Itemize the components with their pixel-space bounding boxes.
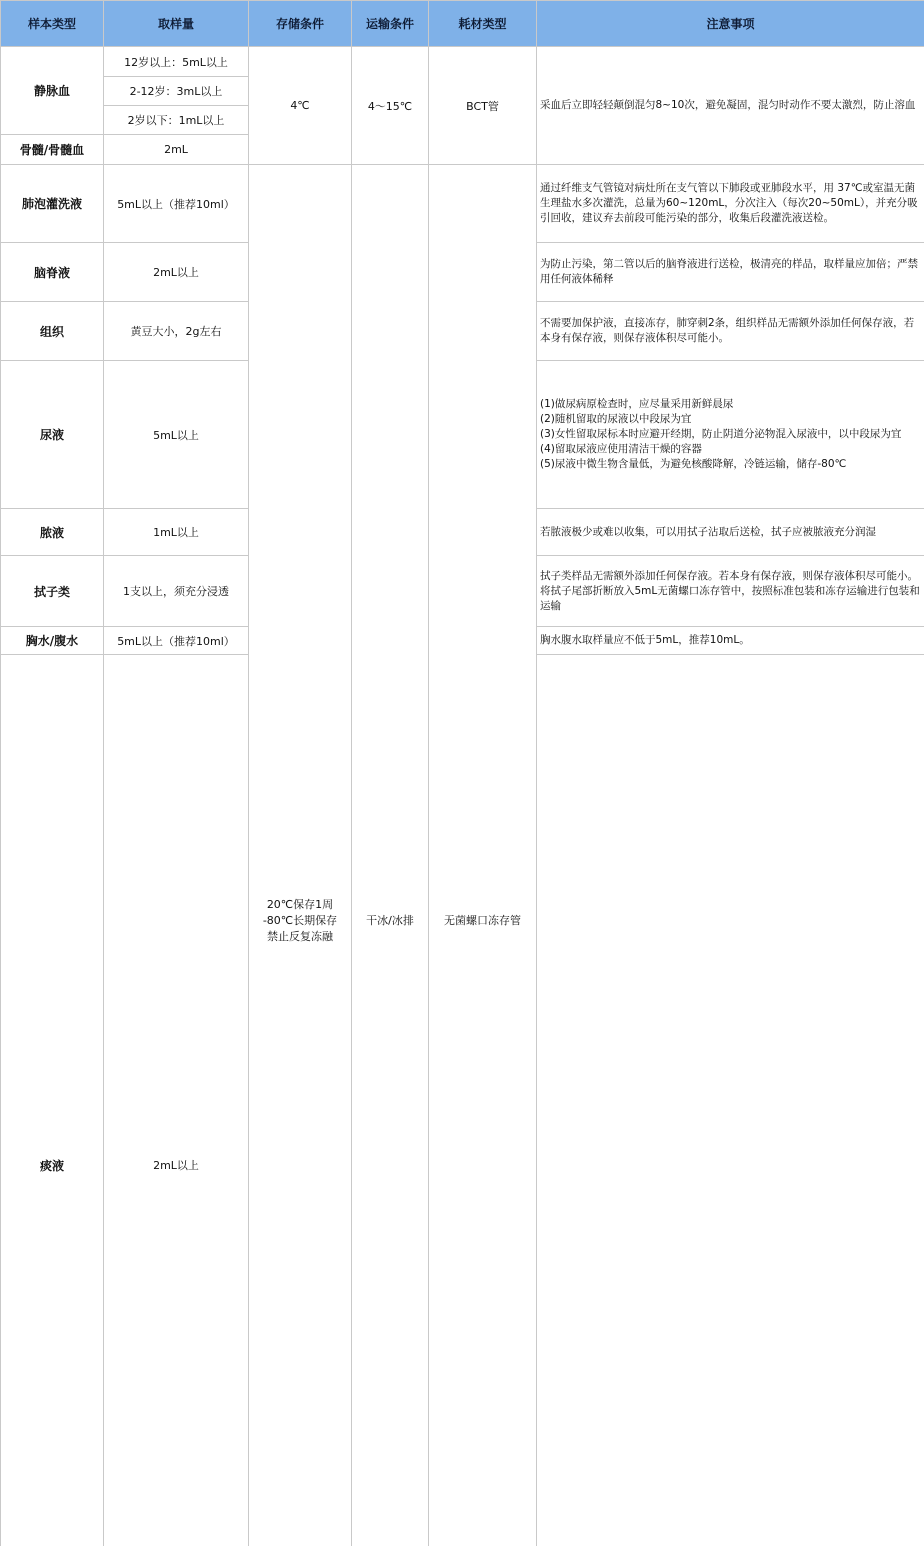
- header-notes: 注意事项: [537, 1, 924, 47]
- amount-urine: 5mL以上: [104, 361, 249, 509]
- note-csf: 为防止污染，第二管以后的脑脊液进行送检，极清亮的样品，取样量应加倍；严禁用任何液体稀释: [537, 243, 924, 302]
- sample-type-urine: 尿液: [1, 361, 104, 509]
- storage-sputum-empty: [537, 655, 924, 1546]
- amount-tissue: 黄豆大小，2g左右: [104, 302, 249, 361]
- sample-type-venous: 静脉血: [1, 47, 104, 135]
- note-line: (1)做尿病原检查时，应尽量采用新鲜晨尿: [540, 397, 921, 412]
- note-urine: [537, 361, 924, 509]
- transport-group-b: 干冰/冰排: [352, 165, 429, 1546]
- note-blood: 采血后立即轻轻颠倒混匀8~10次，避免凝固，混匀时动作不要太激烈，防止溶血: [537, 47, 924, 165]
- note-pus: 若脓液极少或难以收集，可以用拭子沾取后送检，拭子应被脓液充分润湿: [537, 509, 924, 556]
- sample-type-csf: 脑脊液: [1, 243, 104, 302]
- amount-sputum: 2mL以上: [104, 655, 249, 1546]
- sample-type-marrow: 骨髓/骨髓血: [1, 135, 104, 165]
- note-effusion: 胸水腹水取样量应不低于5mL，推荐10mL。: [537, 627, 924, 655]
- note-line: (4)留取尿液应使用清洁干燥的容器: [540, 442, 921, 457]
- table-row: [1, 47, 924, 77]
- amount-csf: 2mL以上: [104, 243, 249, 302]
- consumable-bct: BCT管: [429, 47, 537, 165]
- storage-group-b: [249, 165, 352, 1546]
- table-header-row: [1, 1, 924, 47]
- storage-line: 20℃保存1周: [252, 896, 348, 912]
- header-storage: 存储条件: [249, 1, 352, 47]
- amount-venous-under2: 2岁以下：1mL以上: [104, 106, 249, 135]
- note-tissue: 不需要加保护液，直接冻存，肺穿刺2条，组织样品无需额外添加任何保存液，若本身有保存液，则保存液体积尽可能小。: [537, 302, 924, 361]
- transport-group-a: 4～15℃: [352, 47, 429, 165]
- storage-line: -80℃长期保存: [252, 912, 348, 928]
- amount-pus: 1mL以上: [104, 509, 249, 556]
- amount-venous-over12: 12岁以上：5mL以上: [104, 47, 249, 77]
- note-swab: 拭子类样品无需额外添加任何保存液。若本身有保存液，则保存液体积尽可能小。将拭子尾部折断放入5mL无菌螺口冻存管中，按照标准包装和冻存运输进行包装和运输: [537, 556, 924, 627]
- header-transport: 运输条件: [352, 1, 429, 47]
- note-line: (2)随机留取的尿液以中段尿为宜: [540, 412, 921, 427]
- header-consumable: 耗材类型: [429, 1, 537, 47]
- table-row: [1, 165, 924, 243]
- sample-type-balf: 肺泡灌洗液: [1, 165, 104, 243]
- header-sample-type: 样本类型: [1, 1, 104, 47]
- header-sample-amount: 取样量: [104, 1, 249, 47]
- sample-type-tissue: 组织: [1, 302, 104, 361]
- storage-line: 禁止反复冻融: [252, 928, 348, 944]
- consumable-sterile-tube: 无菌螺口冻存管: [429, 165, 537, 1546]
- amount-swab: 1支以上，须充分浸透: [104, 556, 249, 627]
- sample-type-swab: 拭子类: [1, 556, 104, 627]
- amount-effusion: 5mL以上（推荐10ml）: [104, 627, 249, 655]
- sample-type-effusion: 胸水/腹水: [1, 627, 104, 655]
- note-line: (3)女性留取尿标本时应避开经期，防止阴道分泌物混入尿液中，以中段尿为宜: [540, 427, 921, 442]
- note-balf: 通过纤维支气管镜对病灶所在支气管以下肺段或亚肺段水平，用 37℃或室温无菌生理盐水多次灌洗，总量为60~120mL，分次注入（每次20~50mL），并充分吸引回收，建议弃去前段可能污染的部分，收集后段灌洗液送检。: [537, 165, 924, 243]
- sample-type-pus: 脓液: [1, 509, 104, 556]
- amount-venous-2to12: 2-12岁：3mL以上: [104, 77, 249, 106]
- sample-type-sputum: 痰液: [1, 655, 104, 1546]
- storage-group-a: 4℃: [249, 47, 352, 165]
- amount-balf: 5mL以上（推荐10ml）: [104, 165, 249, 243]
- amount-marrow: 2mL: [104, 135, 249, 165]
- note-line: (5)尿液中微生物含量低，为避免核酸降解，冷链运输，储存-80℃: [540, 457, 921, 472]
